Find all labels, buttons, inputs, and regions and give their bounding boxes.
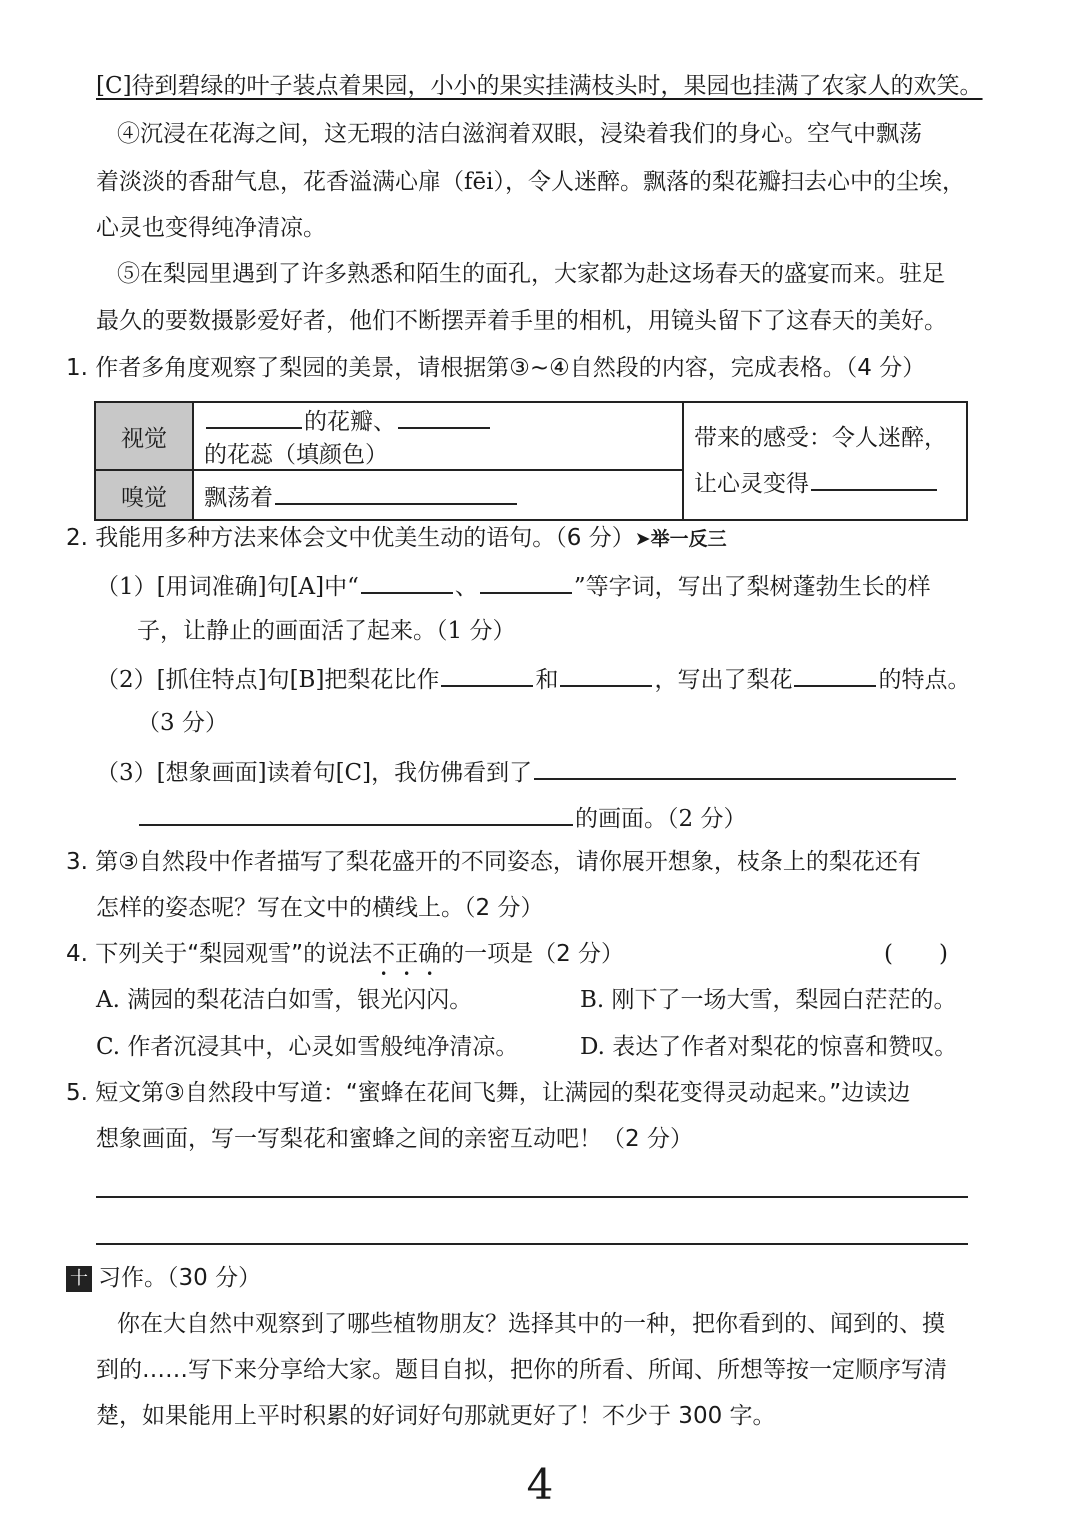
essay-line2: 到的……写下来分享给大家。题目自拟，把你的所看、所闻、所想等按一定顺序写清 <box>96 1357 947 1383</box>
essay-line3: 楚，如果能用上平时积累的好词好句那就更好了！不少于 300 字。 <box>96 1403 776 1429</box>
passage-para4-line3: 心灵也变得纯净清凉。 <box>96 215 326 241</box>
answer-paren[interactable]: ( ) <box>884 941 948 967</box>
question-2-1-line2: 子，让静止的画面活了起来。（1 分） <box>137 618 516 644</box>
answer-line-1[interactable] <box>96 1196 968 1198</box>
answer-blank-2-3b[interactable] <box>139 800 573 826</box>
smell-answer-cell <box>193 470 683 520</box>
feeling-cell <box>683 402 967 520</box>
passage-para5-line2: 最久的要数摄影爱好者，他们不断摆弄着手里的相机，用镜头留下了这春天的美好。 <box>96 308 947 334</box>
page-number: 4 <box>526 1460 554 1509</box>
option-a[interactable]: A. 满园的梨花洁白如雪，银光闪闪。 <box>96 987 473 1013</box>
practice-tag: ➤举一反三 <box>634 528 727 550</box>
answer-blank-2-2c[interactable] <box>794 661 876 687</box>
question-4: 4. 下列关于“梨园观雪”的说法不正确的一项是（2 分） <box>66 941 625 967</box>
question-2-2-line2: （3 分） <box>137 710 228 736</box>
feeling-line2: 让心灵变得 <box>694 461 956 507</box>
option-c[interactable]: C. 作者沉浸其中，心灵如雪般纯净清凉。 <box>96 1034 519 1060</box>
question-2-2-line1: （2）[抓住特点]句[B]把梨花比作 和 ，写出了梨花 的特点。 <box>96 661 970 696</box>
question-1: 1. 作者多角度观察了梨园的美景，请根据第③~④自然段的内容，完成表格。（4 分） <box>66 355 926 381</box>
answer-blank-2-2b[interactable] <box>560 661 652 687</box>
essay-heading: 十 习作。（30 分） <box>66 1262 261 1294</box>
question-2: 2. 我能用多种方法来体会文中优美生动的语句。（6 分）➤举一反三 <box>66 525 727 551</box>
emphasis-not-correct: 不正确 <box>372 941 442 967</box>
question-2-3-line2: 的画面。（2 分） <box>137 800 746 835</box>
answer-line-2[interactable] <box>96 1243 968 1245</box>
sense-label-smell: 嗅觉 <box>95 470 193 520</box>
option-b[interactable]: B. 刚下了一场大雪，梨园白茫茫的。 <box>580 987 957 1013</box>
question-2-3-line1: （3）[想象画面]读着句[C]，我仿佛看到了 <box>96 754 958 789</box>
answer-blank-2-1b[interactable] <box>480 568 572 594</box>
answer-blank-2-2a[interactable] <box>441 661 533 687</box>
essay-line1: 你在大自然中观察到了哪些植物朋友？选择其中的一种，把你看到的、闻到的、摸 <box>117 1311 945 1337</box>
question-3-line1: 3. 第③自然段中作者描写了梨花盛开的不同姿态，请你展开想象，枝条上的梨花还有 <box>66 849 921 875</box>
question-2-1-line1: （1）[用词准确]句[A]中“ 、 ”等字词，写出了梨树蓬勃生长的样 <box>96 568 931 603</box>
answer-blank-petal-color[interactable] <box>206 403 302 429</box>
question-5-line2: 想象画面，写一写梨花和蜜蜂之间的亲密互动吧！（2 分） <box>96 1126 693 1152</box>
passage-para-c: [C]待到碧绿的叶子装点着果园，小小的果实挂满枝头时，果园也挂满了农家人的欢笑。 <box>96 73 983 99</box>
answer-blank-smell[interactable] <box>275 479 517 505</box>
passage-para4-line1: ④沉浸在花海之间，这无瑕的洁白滋润着双眼，浸染着我们的身心。空气中飘荡 <box>117 121 922 147</box>
stamen-text: 的花蕊（填颜色） <box>204 442 388 468</box>
sight-answer-cell <box>193 402 683 470</box>
question-3-line2: 怎样的姿态呢？写在文中的横线上。（2 分） <box>96 895 544 921</box>
answer-blank-2-3a[interactable] <box>534 754 956 780</box>
answer-blank-feeling[interactable] <box>811 465 937 491</box>
sense-label-sight: 视觉 <box>95 402 193 470</box>
petal-text: 的花瓣、 <box>304 409 396 435</box>
question-5-line1: 5. 短文第③自然段中写道：“蜜蜂在花间飞舞，让满园的梨花变得灵动起来。”边读边 <box>66 1080 911 1106</box>
passage-para4-line2: 着淡淡的香甜气息，花香溢满心扉（fēi），令人迷醉。飘落的梨花瓣扫去心中的尘埃， <box>96 169 965 195</box>
passage-para5-line1: ⑤在梨园里遇到了许多熟悉和陌生的面孔，大家都为赴这场春天的盛宴而来。驻足 <box>117 261 945 287</box>
option-d[interactable]: D. 表达了作者对梨花的惊喜和赞叹。 <box>580 1034 958 1060</box>
answer-blank-2-1a[interactable] <box>361 568 453 594</box>
section-ten-icon: 十 <box>66 1266 92 1292</box>
feeling-line1: 带来的感受：令人迷醉， <box>694 425 947 451</box>
observation-table <box>94 401 968 521</box>
smell-text: 飘荡着 <box>204 484 273 511</box>
answer-blank-stamen-color[interactable] <box>398 403 490 429</box>
